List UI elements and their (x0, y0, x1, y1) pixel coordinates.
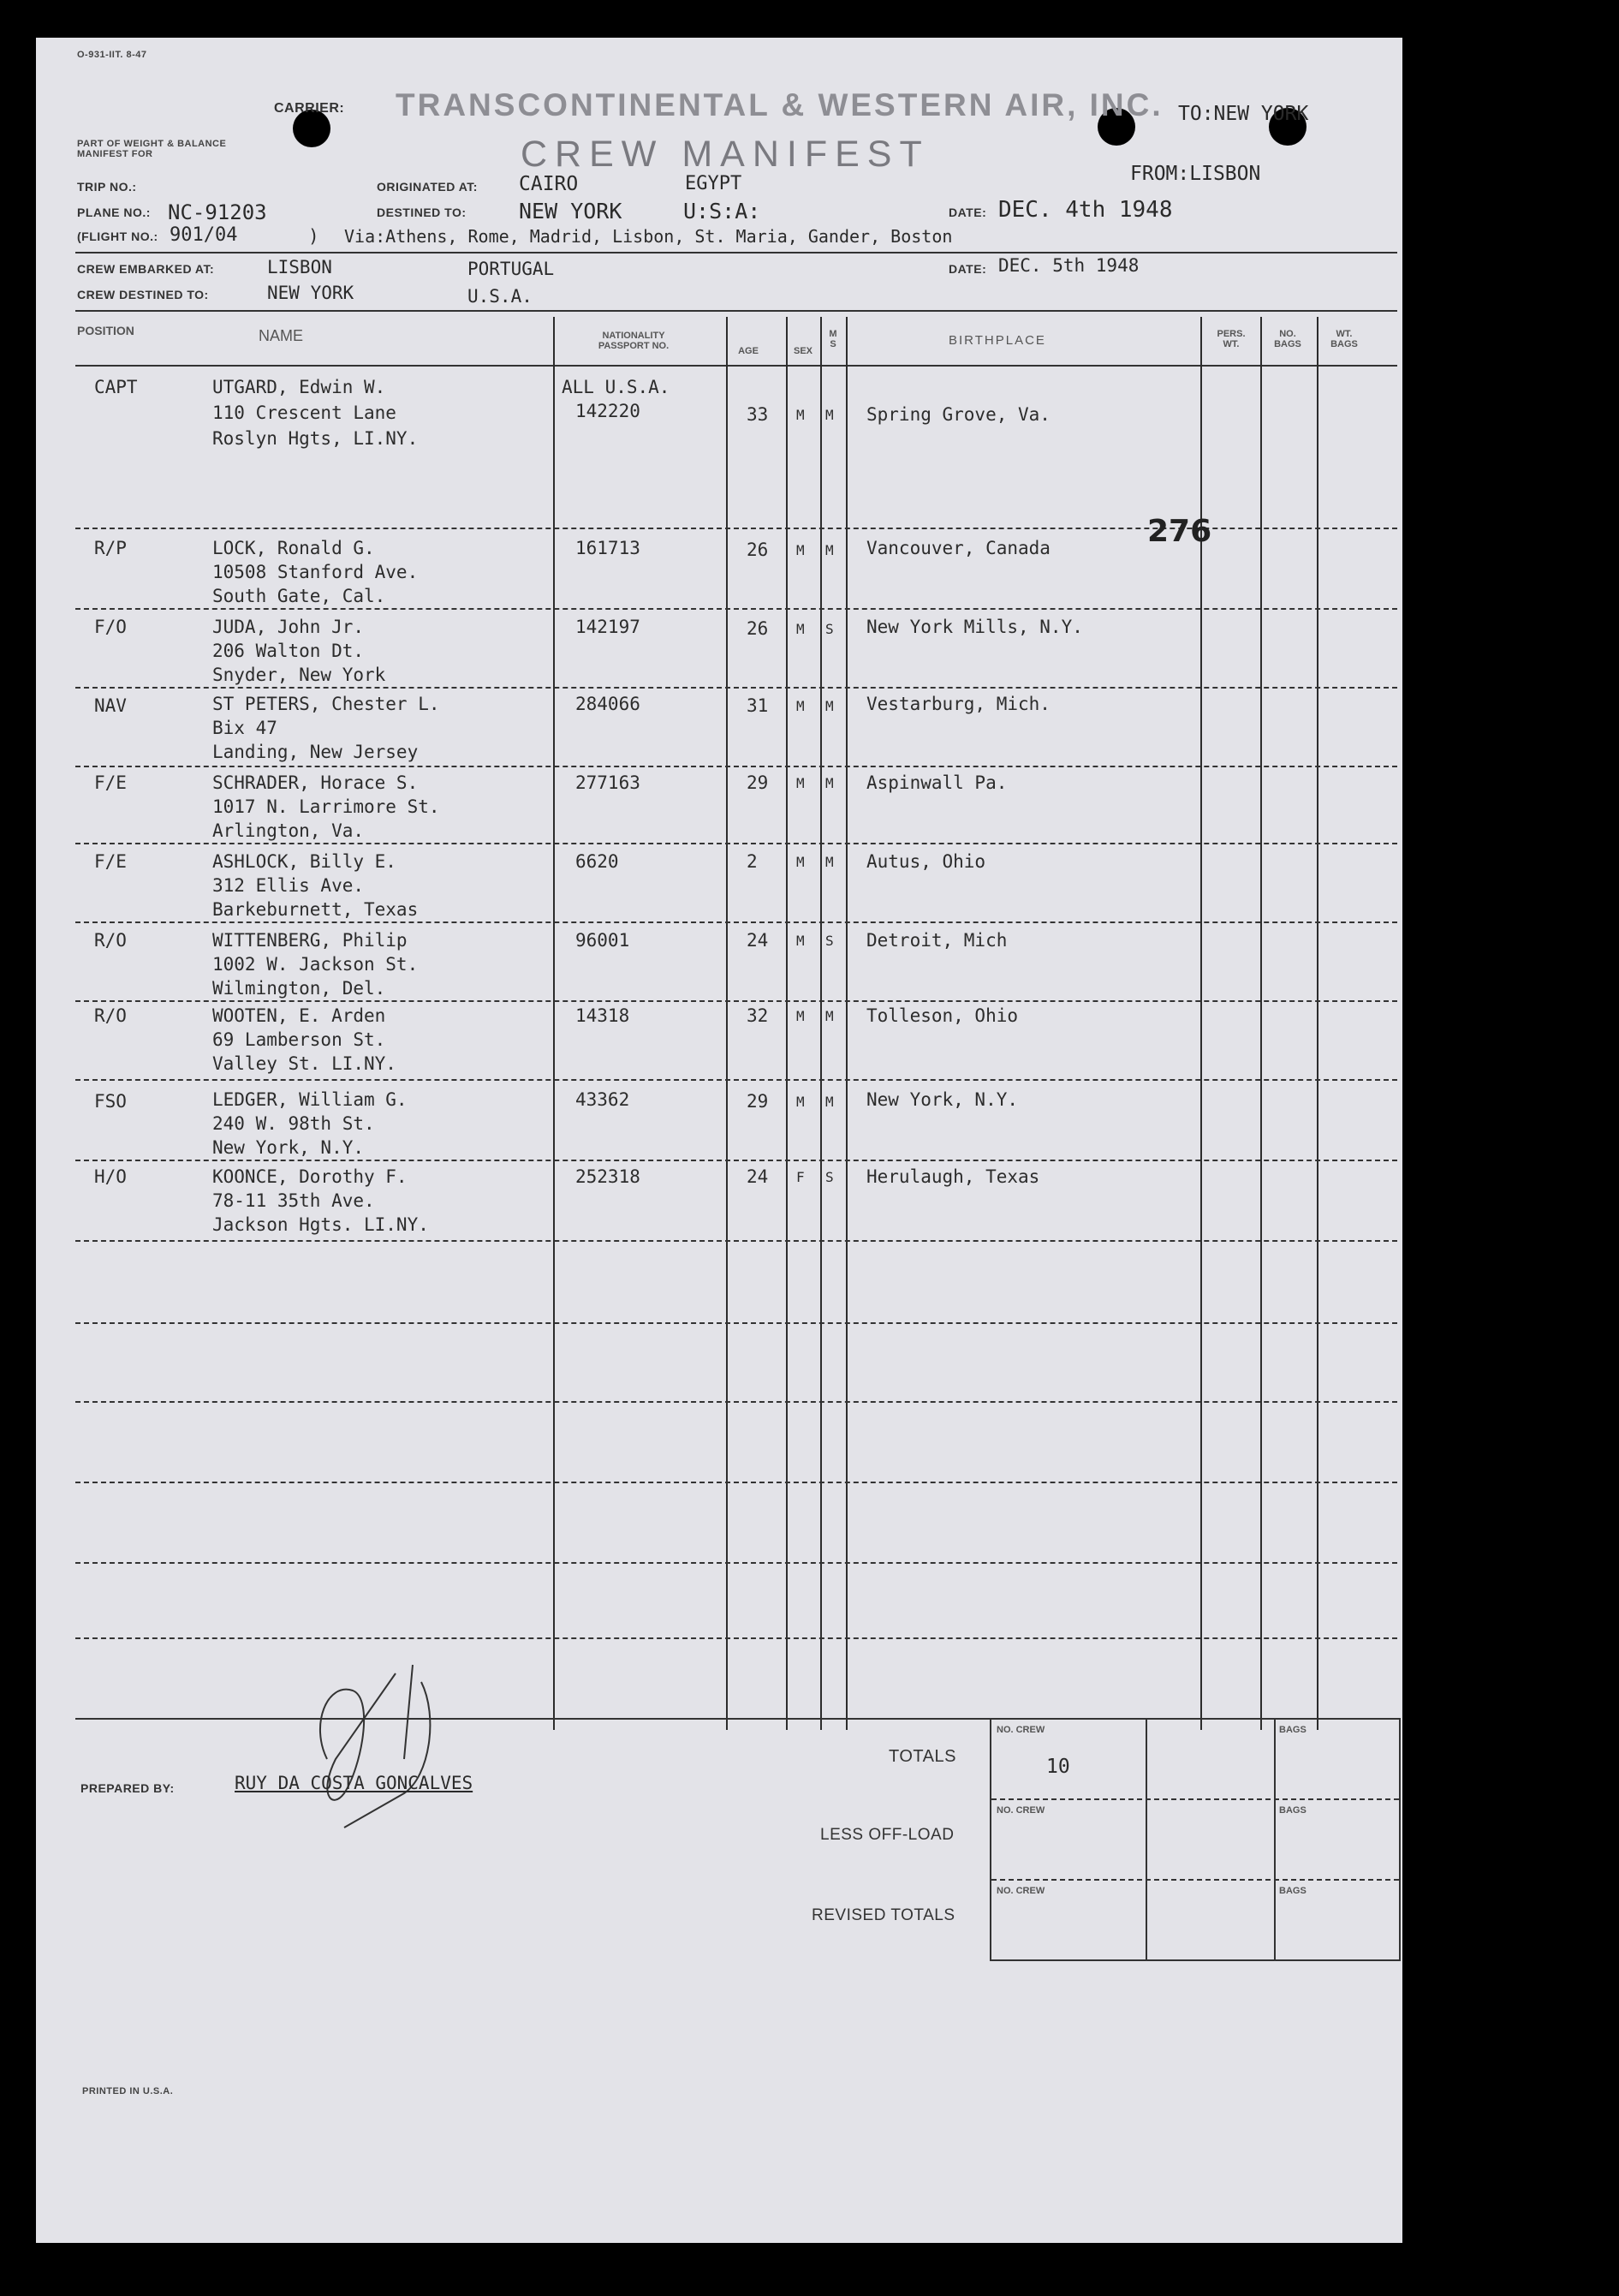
crew-name: ST PETERS, Chester L. (212, 694, 440, 714)
crew-address: 1017 N. Larrimore St. (212, 796, 440, 817)
crew-ms: S (825, 1169, 834, 1185)
form-number: O-931-IIT. 8-47 (77, 50, 147, 60)
row-divider (75, 608, 1397, 610)
crew-position: F/O (94, 617, 127, 637)
date-value: DEC. 4th 1948 (998, 197, 1173, 223)
date2-label: DATE: (949, 262, 987, 276)
less-offload-label: LESS OFF-LOAD (820, 1826, 955, 1844)
crew-address: 10508 Stanford Ave. (212, 562, 419, 582)
crew-ms: M (825, 407, 834, 423)
crew-age: 2 (747, 851, 758, 872)
to-value: NEW YORK (1213, 103, 1309, 125)
manifest-for-label: PART OF WEIGHT & BALANCE MANIFEST FOR (77, 139, 227, 159)
crew-passport: 96001 (575, 930, 630, 951)
crew-destined-city: NEW YORK (267, 283, 354, 303)
printed-in-usa: PRINTED IN U.S.A. (82, 2086, 174, 2096)
col-header-no-bags: NO. BAGS (1274, 329, 1301, 349)
crew-position: R/O (94, 930, 127, 951)
plane-no-label: PLANE NO.: (77, 206, 151, 219)
destined-city: NEW YORK (519, 199, 622, 224)
manifest-page (36, 38, 1402, 2243)
crew-position: R/O (94, 1005, 127, 1026)
flight-no-paren: ) (308, 226, 319, 247)
crew-birthplace: Tolleson, Ohio (866, 1005, 1019, 1026)
crew-name: WITTENBERG, Philip (212, 930, 408, 951)
crew-ms: S (825, 621, 834, 637)
crew-address: 312 Ellis Ave. (212, 875, 365, 896)
crew-city: Wilmington, Del. (212, 978, 386, 999)
plane-no-value: NC-91203 (168, 200, 267, 224)
to-field (1178, 103, 1308, 125)
originated-country: EGYPT (685, 173, 742, 194)
crew-embarked-country: PORTUGAL (467, 259, 555, 279)
crew-age: 32 (747, 1005, 769, 1026)
crew-name: ASHLOCK, Billy E. (212, 851, 396, 872)
crew-birthplace: New York, N.Y. (866, 1089, 1019, 1110)
row-divider (75, 1322, 1397, 1324)
crew-sex: M (796, 698, 805, 714)
crew-ms: M (825, 854, 834, 870)
crew-sex: M (796, 542, 805, 558)
manifest-title: CREW MANIFEST (521, 134, 930, 175)
carrier-name: TRANSCONTINENTAL & WESTERN AIR, INC. (396, 87, 1164, 122)
crew-position: R/P (94, 538, 127, 558)
crew-sex: F (796, 1169, 805, 1185)
via-route: Via:Athens, Rome, Madrid, Lisbon, St. Maria, Gander, Boston (344, 226, 953, 247)
prepared-by-value: RUY DA COSTA GONCALVES (235, 1773, 473, 1793)
crew-city: Landing, New Jersey (212, 742, 419, 762)
crew-embarked-label: CREW EMBARKED AT: (77, 262, 215, 276)
crew-age: 31 (747, 695, 769, 716)
crew-destined-label: CREW DESTINED TO: (77, 288, 209, 301)
totals-label: TOTALS (889, 1747, 956, 1766)
crew-age: 24 (747, 930, 769, 951)
row-divider (75, 1240, 1397, 1242)
crew-birthplace: New York Mills, N.Y. (866, 617, 1083, 637)
crew-name: LEDGER, William G. (212, 1089, 408, 1110)
crew-city: Valley St. LI.NY. (212, 1053, 396, 1074)
crew-birthplace: Autus, Ohio (866, 851, 986, 872)
col-header-ms: M S (829, 329, 837, 349)
crew-passport: 252318 (575, 1166, 640, 1187)
crew-name: KOONCE, Dorothy F. (212, 1166, 408, 1187)
crew-birthplace: Herulaugh, Texas (866, 1166, 1040, 1187)
header-rule-2 (75, 310, 1397, 312)
crew-age: 26 (747, 540, 769, 560)
originated-city: CAIRO (519, 173, 579, 195)
crew-ms: M (825, 698, 834, 714)
col-header-position: POSITION (77, 324, 134, 337)
total-crew-value: 10 (1046, 1756, 1070, 1778)
col-header-name: NAME (259, 327, 304, 344)
row-divider (75, 766, 1397, 767)
from-value: LISBON (1189, 163, 1261, 185)
date-label: DATE: (949, 206, 987, 219)
crew-birthplace: Detroit, Mich (866, 930, 1008, 951)
totals-box (990, 1718, 1401, 1961)
bags-label-2: BAGS (1279, 1805, 1307, 1816)
crew-sex: M (796, 775, 805, 791)
row-divider (75, 687, 1397, 689)
crew-name: SCHRADER, Horace S. (212, 772, 419, 793)
revised-totals-label: REVISED TOTALS (812, 1906, 955, 1924)
crew-city: Snyder, New York (212, 665, 386, 685)
row-divider (75, 1000, 1397, 1002)
crew-passport: 14318 (575, 1005, 630, 1026)
trip-no-label: TRIP NO.: (77, 180, 137, 194)
destined-country: U:S:A: (683, 199, 761, 224)
flight-no-label: (FLIGHT NO.: (77, 230, 158, 243)
crew-age: 24 (747, 1166, 769, 1187)
from-field (1130, 163, 1260, 185)
col-header-birthplace: BIRTHPLACE (949, 333, 1046, 348)
flight-no-value: 901/04 (170, 224, 238, 246)
col-header-wt-bags: WT. BAGS (1330, 329, 1358, 349)
destined-label: DESTINED TO: (377, 206, 467, 219)
crew-sex: M (796, 1008, 805, 1024)
crew-sex: M (796, 1094, 805, 1110)
carrier-label: CARRIER: (274, 101, 345, 116)
col-header-pers-wt: PERS. WT. (1217, 329, 1246, 349)
crew-ms: M (825, 1008, 834, 1024)
crew-name: JUDA, John Jr. (212, 617, 365, 637)
crew-city: Arlington, Va. (212, 820, 365, 841)
crew-name: LOCK, Ronald G. (212, 538, 375, 558)
to-label: TO: (1178, 103, 1214, 125)
crew-destined-country: U.S.A. (467, 286, 533, 307)
crew-passport: 142197 (575, 617, 640, 637)
crew-birthplace: Vancouver, Canada (866, 538, 1051, 558)
crew-passport: 284066 (575, 694, 640, 714)
crew-passport: 161713 (575, 538, 640, 558)
crew-city: New York, N.Y. (212, 1137, 365, 1158)
row-divider (75, 843, 1397, 844)
header-rule-1 (75, 252, 1397, 253)
no-crew-label-1: NO. CREW (997, 1725, 1045, 1735)
date2-value: DEC. 5th 1948 (998, 255, 1140, 276)
crew-embarked-city: LISBON (267, 257, 332, 277)
crew-age: 33 (747, 404, 769, 425)
crew-passport: 43362 (575, 1089, 630, 1110)
crew-birthplace: Vestarburg, Mich. (866, 694, 1051, 714)
crew-name: WOOTEN, E. Arden (212, 1005, 386, 1026)
col-header-age: AGE (738, 346, 759, 356)
row-divider (75, 921, 1397, 923)
signature-scribble (293, 1631, 515, 1836)
no-crew-label-2: NO. CREW (997, 1805, 1045, 1816)
crew-ms: M (825, 542, 834, 558)
crew-passport: 6620 (575, 851, 619, 872)
crew-address: 78-11 35th Ave. (212, 1190, 375, 1211)
header-rule-3 (75, 365, 1397, 367)
crew-city: Jackson Hgts. LI.NY. (212, 1214, 429, 1235)
crew-ms: M (825, 775, 834, 791)
crew-birthplace: Spring Grove, Va. (866, 404, 1051, 425)
bags-label-3: BAGS (1279, 1886, 1307, 1896)
crew-address: 240 W. 98th St. (212, 1113, 375, 1134)
crew-passport: 277163 (575, 772, 640, 793)
crew-city: Roslyn Hgts, LI.NY. (212, 428, 419, 449)
row-divider (75, 1562, 1397, 1564)
from-label: FROM: (1130, 163, 1190, 185)
col-header-nationality: NATIONALITY PASSPORT NO. (598, 331, 670, 351)
crew-age: 29 (747, 1091, 769, 1112)
crew-ms: S (825, 933, 834, 949)
crew-position: CAPT (94, 377, 138, 397)
crew-sex: M (796, 854, 805, 870)
crew-position: H/O (94, 1166, 127, 1187)
crew-position: FSO (94, 1091, 127, 1112)
crew-city: South Gate, Cal. (212, 586, 386, 606)
crew-position: F/E (94, 772, 127, 793)
prepared-by-label: PREPARED BY: (80, 1781, 175, 1795)
row-divider (75, 1401, 1397, 1403)
row-divider (75, 1637, 1397, 1639)
crew-address: 1002 W. Jackson St. (212, 954, 419, 975)
col-header-sex: SEX (793, 346, 812, 356)
crew-name: UTGARD, Edwin W. (212, 377, 386, 397)
crew-address: 206 Walton Dt. (212, 641, 365, 661)
crew-address: Bix 47 (212, 718, 277, 738)
row-divider (75, 1482, 1397, 1483)
crew-age: 26 (747, 618, 769, 639)
crew-position: F/E (94, 851, 127, 872)
bags-label-1: BAGS (1279, 1725, 1307, 1735)
crew-birthplace: Aspinwall Pa. (866, 772, 1008, 793)
row-divider (75, 1079, 1397, 1081)
crew-sex: M (796, 933, 805, 949)
crew-city: Barkeburnett, Texas (212, 899, 419, 920)
no-crew-label-3: NO. CREW (997, 1886, 1045, 1896)
crew-address: 69 Lamberson St. (212, 1029, 386, 1050)
crew-position: NAV (94, 695, 127, 716)
nationality-all: ALL U.S.A. (562, 377, 670, 397)
crew-age: 29 (747, 772, 769, 793)
crew-sex: M (796, 407, 805, 423)
crew-passport: 142220 (575, 401, 640, 421)
stamp-number: 276 (1147, 514, 1212, 549)
row-divider (75, 1160, 1397, 1161)
crew-sex: M (796, 621, 805, 637)
originated-label: ORIGINATED AT: (377, 180, 478, 194)
crew-ms: M (825, 1094, 834, 1110)
crew-address: 110 Crescent Lane (212, 403, 396, 423)
